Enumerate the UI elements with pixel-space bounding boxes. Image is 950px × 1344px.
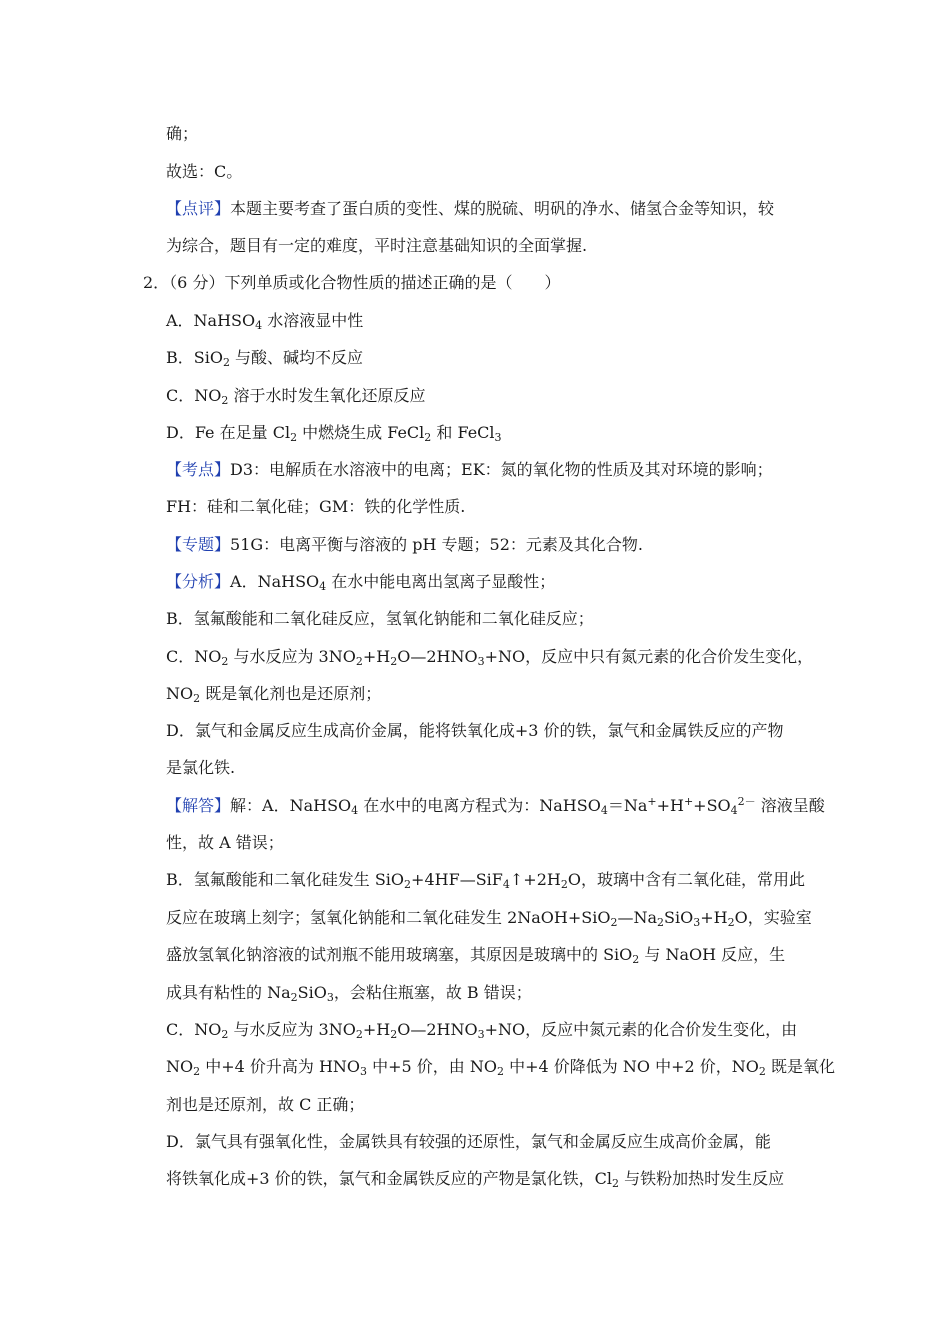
fenxi-line-b: B．氢氟酸能和二氧化硅反应，氢氧化钠能和二氧化硅反应； [166,609,594,628]
kaodian-tag: 【考点】 [166,460,231,479]
comment-tag: 【点评】 [166,199,231,218]
kaodian-line-2: FH：硅和二氧化硅；GM：铁的化学性质. [166,497,466,516]
zhuanti-tag: 【专题】 [166,535,231,554]
jieda-line-a2: 性，故 A 错误； [166,833,284,852]
fenxi-tag: 【分析】 [166,572,231,591]
jieda-line-c2: $NO_2$ 中+4 价升高为 $HNO_3$ 中+5 价，由 $NO_2$ 中+4 价降低为 NO 中+2 价，$NO_2$ 既是氧化 [166,1057,835,1078]
jieda-line-b1: B．氢氟酸能和二氧化硅发生 $SiO_2+4HF—SiF_4↑+2H_2O$，玻璃中含有二氧化硅，常用此 [166,870,805,891]
jieda-line-a1: 【解答】解：A．NaHSO$_4$ 在水中的电离方程式为：$NaHSO_4=Na^++H^++SO_4^{2-}$ 溶液呈酸 [166,795,825,817]
prev-choice: 故选：C。 [166,162,243,181]
option-c: C．$NO_2$ 溶于水时发生氧化还原反应 [166,386,426,407]
jieda-line-c1: C．$NO_2$ 与水反应为 $3NO_2+H_2O—2HNO_3+NO$，反应中氮元素的化合价发生变化，由 [166,1020,798,1041]
comment-line-2: 为综合，题目有一定的难度，平时注意基础知识的全面掌握. [166,236,588,255]
comment-line-1: 【点评】本题主要考查了蛋白质的变性、煤的脱硫、明矾的净水、储氢合金等知识，较 [166,199,775,218]
kaodian-line-1: 【考点】D3：电解质在水溶液中的电离；EK：氮的氧化物的性质及其对环境的影响； [166,460,773,479]
fenxi-line-d2: 是氯化铁. [166,758,236,777]
jieda-line-d2: 将铁氧化成+3 价的铁，氯气和金属铁反应的产物是氯化铁，$Cl_2$ 与铁粉加热时发生反应 [166,1169,785,1190]
jieda-tag: 【解答】 [166,796,231,815]
option-a: A．NaHSO$_4$ 水溶液显中性 [166,311,364,332]
fenxi-line-a: 【分析】A．NaHSO$_4$ 在水中能电离出氢离子显酸性； [166,572,556,593]
jieda-line-b2: 反应在玻璃上刻字；氢氧化钠能和二氧化硅发生 $2NaOH+SiO_2—Na_2SiO_3+H_2O$，实验室 [166,908,812,929]
jieda-line-d1: D．氯气具有强氧化性，金属铁具有较强的还原性，氯气和金属反应生成高价金属，能 [166,1132,771,1151]
option-b: B．SiO$_2$ 与酸、碱均不反应 [166,348,364,369]
fenxi-line-d1: D．氯气和金属反应生成高价金属，能将铁氧化成+3 价的铁，氯气和金属铁反应的产物 [166,721,784,740]
jieda-line-b4: 成具有粘性的 $Na_2SiO_3$，会粘住瓶塞，故 B 错误； [166,983,532,1004]
option-d: D．Fe 在足量 $Cl_2$ 中燃烧生成 FeCl$_2$ 和 FeCl$_3$ [166,423,502,444]
zhuanti-line: 【专题】51G：电离平衡与溶液的 pH 专题；52：元素及其化合物. [166,535,643,554]
jieda-line-b3: 盛放氢氧化钠溶液的试剂瓶不能用玻璃塞，其原因是玻璃中的 SiO$_2$ 与 NaOH 反应，生 [166,945,786,966]
prev-tail: 确； [166,124,199,143]
fenxi-line-c2: $NO_2$ 既是氧化剂也是还原剂； [166,684,382,705]
question-stem: 2．（6 分）下列单质或化合物性质的描述正确的是（ ） [143,273,561,292]
fenxi-line-c1: C．$NO_2$ 与水反应为 $3NO_2+H_2O—2HNO_3+NO$，反应中只有氮元素的化合价发生变化， [166,647,814,668]
jieda-line-c3: 剂也是还原剂，故 C 正确； [166,1095,365,1114]
